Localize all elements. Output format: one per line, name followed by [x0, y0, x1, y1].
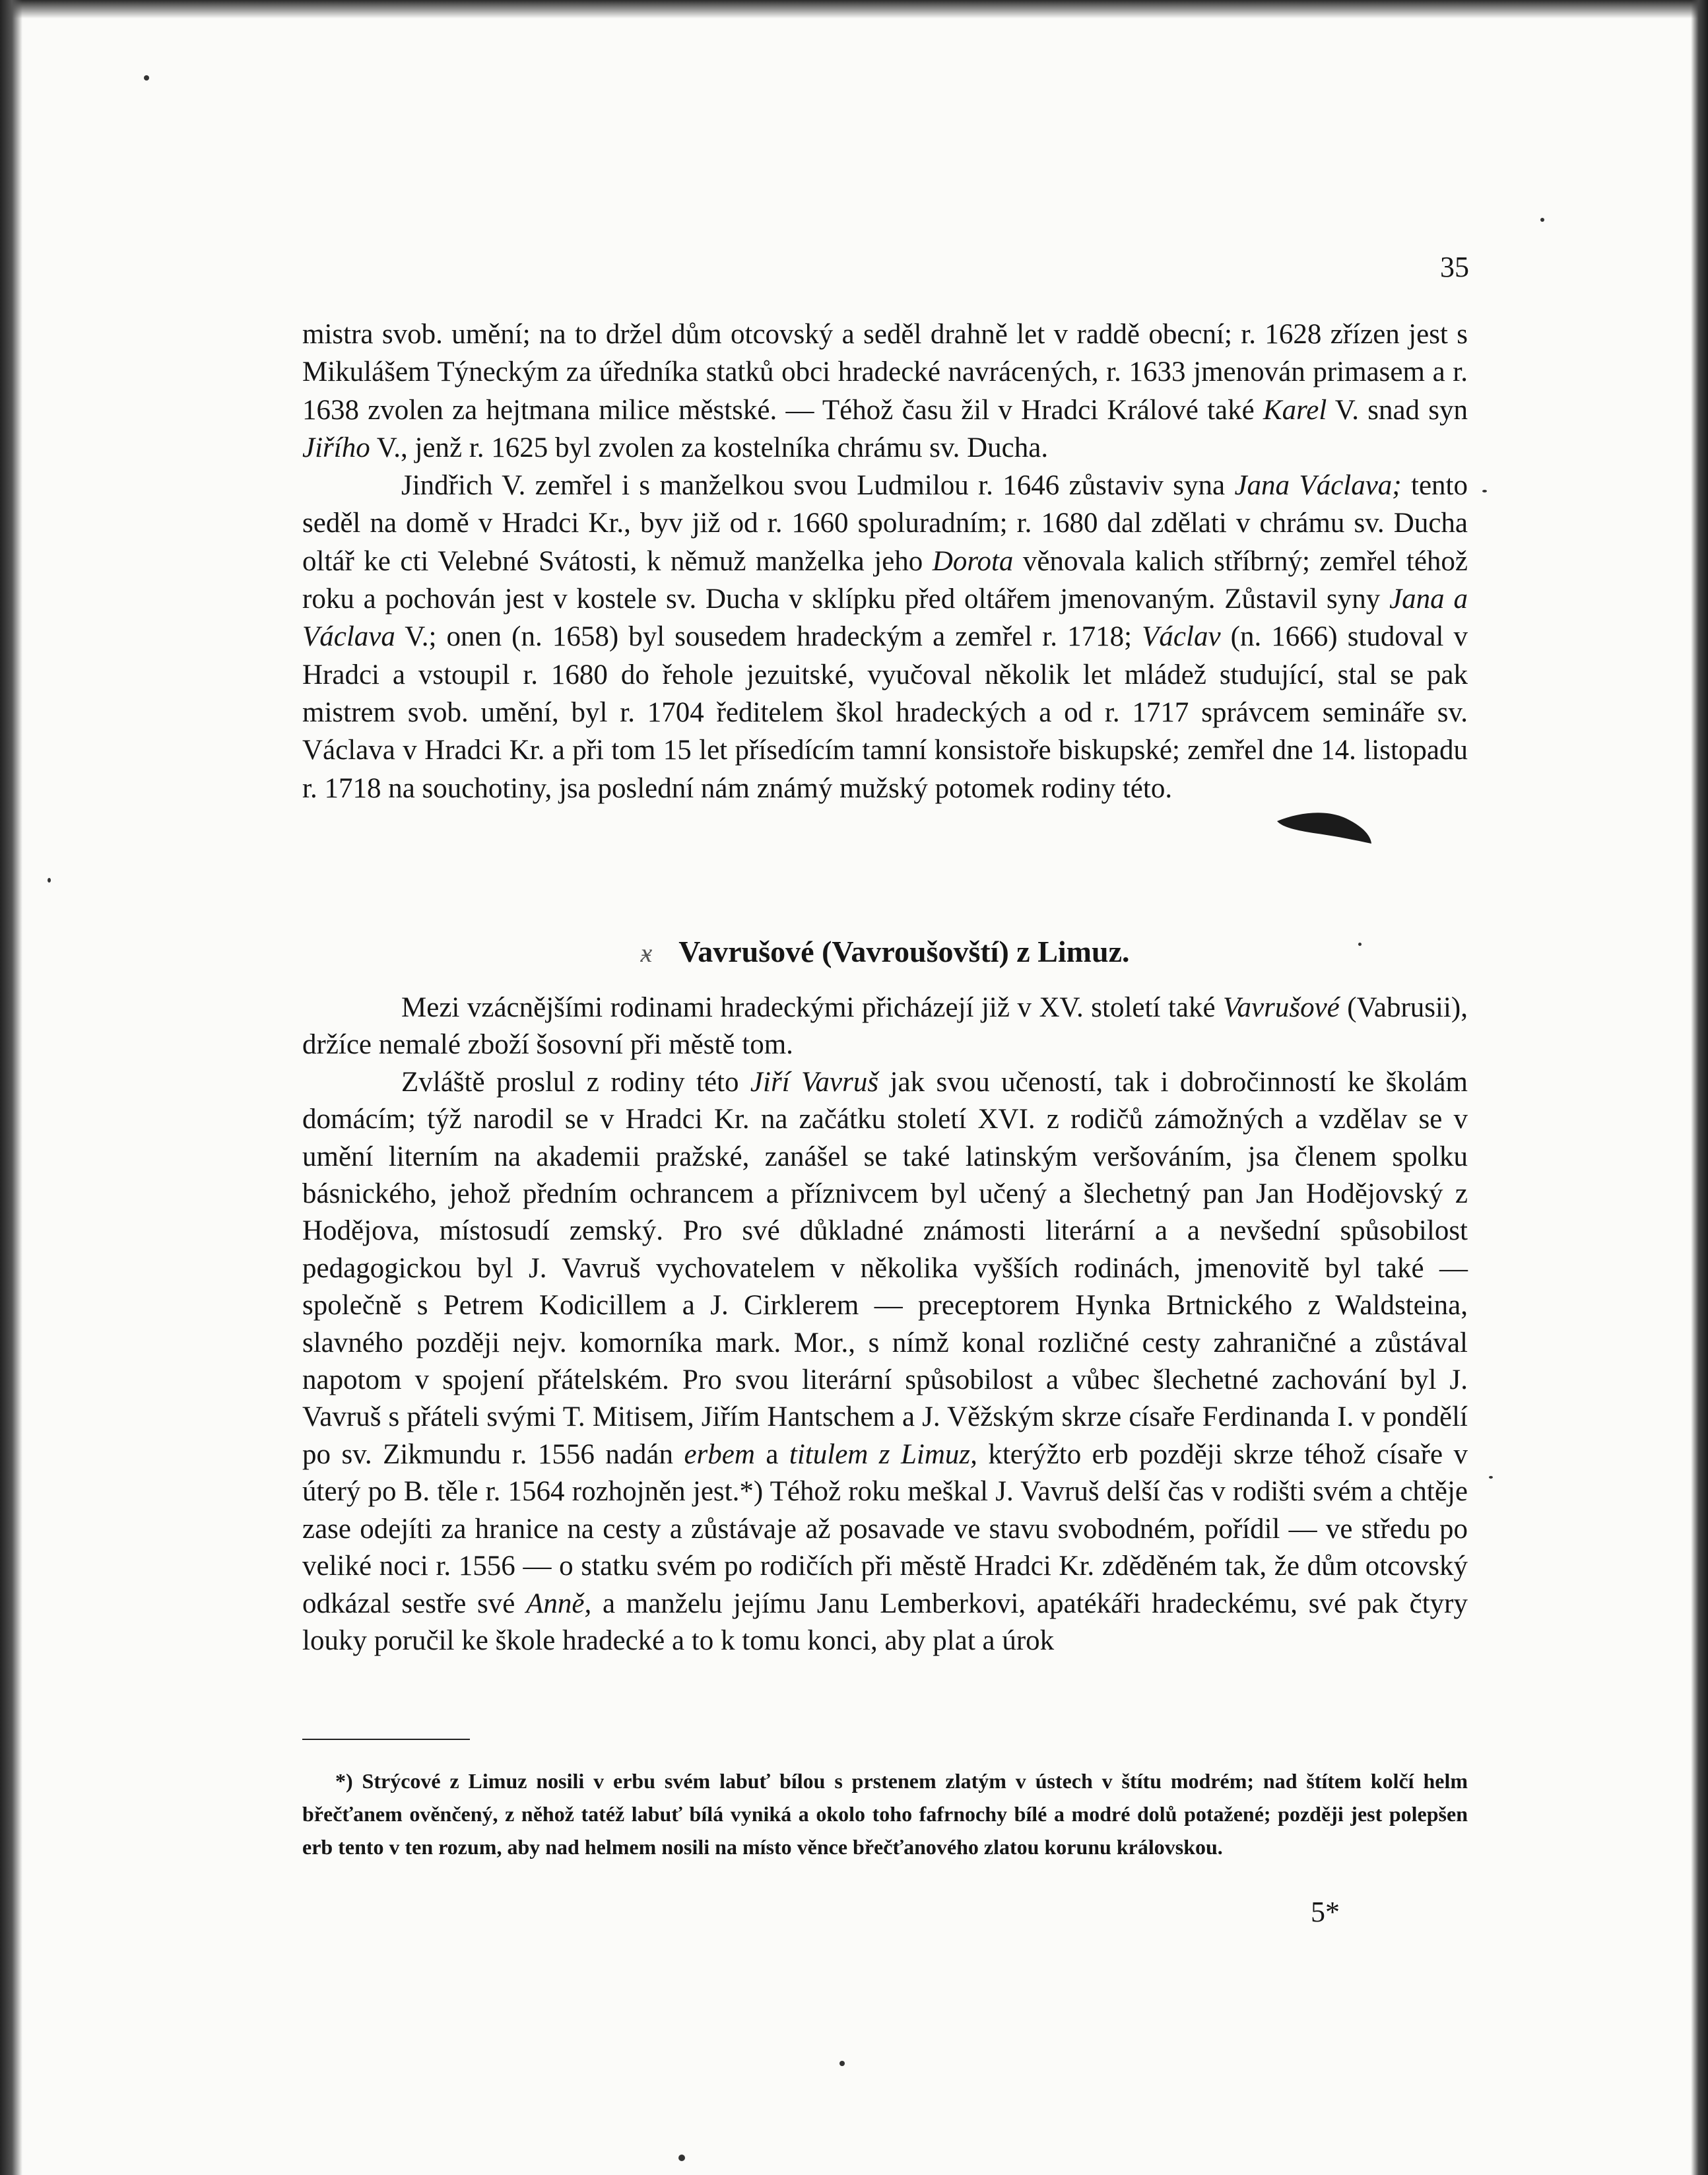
- ink-blot: [1274, 807, 1373, 846]
- paragraph: [302, 989, 1468, 1064]
- text-run: a manželu jejímu Janu Lemberkovi, apatékáři hradeckému, své pak čtyry louky poručil ke škole hradecké a to k tomu konci, aby plat a úrok: [302, 1588, 1468, 1656]
- text-run: V. snad syn: [1327, 394, 1468, 426]
- italic-name: Jana a Václava: [302, 584, 1468, 653]
- signature-mark: 5*: [1311, 1896, 1340, 1928]
- section-title: Vavrušové (Vavroušovští) z Limuz.: [678, 935, 1130, 968]
- paragraph: [302, 316, 1468, 467]
- paragraph: [302, 1064, 1468, 1660]
- text-run: kterýžto erb později skrze téhož císaře v úterý po B. těle r. 1564 rozhojněn jest.*) Téhož roku meškal J. Vavruš delší čas v rodišti svém a chtěje zase odejíti za hranice na cesty a zůstávaje až posavade ve stavu svobodném, pořídil — ve středu po veliké noci r. 1556 — o statku svém po rodičích při městě Hradci Kr. zděděném tak, že dům otcovský odkázal sestře své: [302, 1438, 1468, 1619]
- italic-name: Anně,: [526, 1588, 592, 1619]
- italic-name: Karel: [1263, 394, 1327, 426]
- text-run: Mezi vzácnějšími rodinami hradeckými přicházejí již v XV. století také: [401, 992, 1224, 1023]
- continuation-text: [302, 316, 1468, 807]
- dust-speck: [1358, 943, 1362, 946]
- paragraph: [302, 467, 1468, 807]
- text-run: mistra svob. umění; na to držel dům otcovský a seděl drahně let v raddě obecní; r. 1628 zřízen jest s Mikulášem Týneckým za úředníka statků obci hradecké navrácených, r. 1633 jmenován primasem a r. 1638 zvolen za hejtmana milice městské. — Téhož času žil v Hradci Králové také: [302, 319, 1468, 426]
- text-run: (Vabrusii), držíce nemalé zboží šosovní při městě tom.: [302, 992, 1468, 1061]
- text-run: Jindřich V. zemřel i s manželkou svou Ludmilou r. 1646 zůstaviv syna: [401, 470, 1235, 502]
- text-run: V.; onen (n. 1658) byl sousedem hradeckým a zemřel r. 1718;: [395, 621, 1142, 653]
- dust-speck: [1489, 1476, 1493, 1479]
- handwritten-mark: ӿ: [640, 938, 653, 968]
- dust-speck: [1482, 490, 1487, 492]
- italic-name: Dorota: [932, 545, 1014, 577]
- dust-speck: [48, 878, 51, 883]
- dust-speck: [839, 2061, 845, 2066]
- dust-speck: [678, 2155, 685, 2161]
- text-run: (n. 1666) studoval v Hradci a vstoupil r. 1680 do řehole jezuitské, vyučoval několik let mládež studující, stal se pak mistrem svob. umění, byl r. 1704 ředitelem škol hradeckých a od r. 1717 správcem semináře sv. Václava v Hradci Kr. a při tom 15 let přísedícím tamní konsistoře biskupské; zemřel dne 14. listopadu r. 1718 na souchotiny, jsa poslední nám známý mužský potomek rodiny této.: [302, 621, 1468, 804]
- italic-name: erbem: [684, 1438, 755, 1470]
- italic-name: Jiří Vavruš: [750, 1066, 879, 1098]
- dust-speck: [144, 75, 149, 81]
- page-edge-shadow: [1691, 0, 1708, 2175]
- section-body: [302, 989, 1468, 1659]
- footnote-divider: [302, 1739, 470, 1740]
- text-run: Zvláště proslul z rodiny této: [401, 1066, 750, 1098]
- text-run: a: [754, 1438, 789, 1470]
- dust-speck: [1540, 218, 1544, 222]
- italic-name: titulem z Limuz,: [789, 1438, 977, 1470]
- footnote: *) Strýcové z Limuz nosili v erbu svém labuť bílou s prstenem zlatým v ústech v štítu modrém; nad štítem kolčí helm břečťanem ověnčený, z něhož tatéž labuť bílá vyniká a okolo toho fafrnochy bílé a modré dolů potažené; později jest polepšen erb tento v ten rozum, aby nad helmem nosili na místo věnce břečťanového zlatou korunu královskou.: [302, 1769, 1468, 1859]
- section-heading: [302, 933, 1468, 972]
- italic-name: Jiřího: [302, 432, 370, 463]
- text-run: tento seděl na domě v Hradci Kr., byv již od r. 1660 spoluradním; r. 1680 dal zdělati v chrámu sv. Ducha oltář ke cti Velebné Svátosti, k němuž manželka jeho: [302, 470, 1468, 577]
- text-run: V., jenž r. 1625 byl zvolen za kostelníka chrámu sv. Ducha.: [370, 432, 1049, 463]
- page-number: 35: [1440, 251, 1469, 283]
- text-run: jak svou učeností, tak i dobročinností ke školám domácím; týž narodil se v Hradci Kr. na začátku století XVI. z rodičů zámožných a vzdělav se v umění literním na akademii pražské, zanášel se také latinským veršováním, jsa členem spolku básnického, jehož předním ochrancem a příznivcem byl učený a šlechetný pan Jan Hodějovský z Hodějova, místosudí zemský. Pro své důkladné známosti literární a a nevšední spůsobilost pedagogickou byl J. Vavruš vychovatelem v několika vyšších rodinách, jmenovitě byl také — společně s Petrem Kodicillem a J. Cirklerem — preceptorem Hynka Brtnického z Waldsteina, slavného později nejv. komorníka mark. Mor., s nímž konal rozličné cesty zahraničné a zůstával napotom v spojení přátelském. Pro svou literární spůsobilost a vůbec šlechetné zachování byl J. Vavruš s přáteli svými T. Mitisem, Jiřím Hantschem a J. Věžským skrze císaře Ferdinanda I. v pondělí po sv. Zikmundu r. 1556 nadán: [302, 1066, 1468, 1470]
- italic-name: Vavrušové: [1223, 992, 1340, 1023]
- italic-name: Jana Václava;: [1234, 470, 1402, 502]
- text-run: věnovala kalich stříbrný; zemřel téhož roku a pochován jest v kostele sv. Ducha v sklípku před oltářem jmenovaným. Zůstavil syny: [302, 545, 1468, 615]
- italic-name: Václav: [1142, 621, 1221, 653]
